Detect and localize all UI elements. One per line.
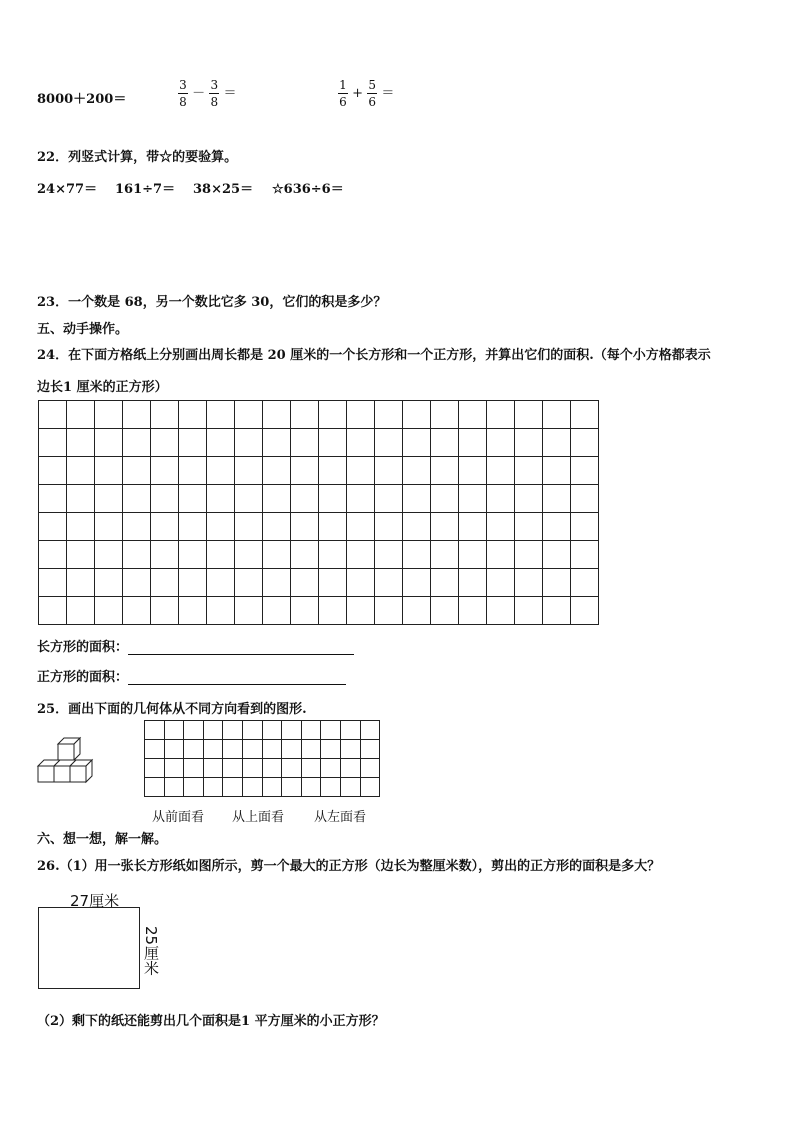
grid-cell[interactable] bbox=[151, 569, 179, 597]
grid-cell[interactable] bbox=[291, 457, 319, 485]
grid-cell[interactable] bbox=[184, 740, 204, 759]
grid-cell[interactable] bbox=[347, 569, 375, 597]
grid-cell[interactable] bbox=[95, 597, 123, 625]
grid-cell[interactable] bbox=[291, 513, 319, 541]
frac-b-num: 3 bbox=[210, 78, 219, 92]
grid-cell[interactable] bbox=[403, 597, 431, 625]
grid-cell[interactable] bbox=[403, 513, 431, 541]
grid-cell[interactable] bbox=[375, 429, 403, 457]
grid-cell[interactable] bbox=[242, 721, 262, 740]
q26-part2: （2）剩下的纸还能剪出几个面积是1 平方厘米的小正方形？ bbox=[37, 1014, 385, 1029]
grid-cell[interactable] bbox=[95, 485, 123, 513]
grid-cell[interactable] bbox=[123, 429, 151, 457]
grid-cell[interactable] bbox=[340, 759, 360, 778]
grid-cell[interactable] bbox=[67, 569, 95, 597]
q22-item-3: 38×25＝ bbox=[193, 182, 254, 197]
grid-cell[interactable] bbox=[282, 721, 302, 740]
equals-sign-2: ＝ bbox=[381, 86, 395, 101]
grid-cell[interactable] bbox=[164, 740, 184, 759]
grid-cell[interactable] bbox=[515, 429, 543, 457]
q22-item-1: 24×77＝ bbox=[37, 182, 98, 197]
fraction-subtraction bbox=[178, 78, 236, 109]
grid-cell[interactable] bbox=[487, 485, 515, 513]
grid-cell[interactable] bbox=[403, 429, 431, 457]
grid-cell[interactable] bbox=[95, 429, 123, 457]
grid-cell[interactable] bbox=[319, 485, 347, 513]
grid-cell[interactable] bbox=[145, 721, 165, 740]
grid-cell[interactable] bbox=[203, 759, 223, 778]
grid-cell[interactable] bbox=[242, 778, 262, 797]
grid-cell[interactable] bbox=[291, 429, 319, 457]
grid-cell[interactable] bbox=[123, 513, 151, 541]
grid-cell[interactable] bbox=[571, 513, 599, 541]
grid-cell[interactable] bbox=[282, 759, 302, 778]
grid-cell[interactable] bbox=[360, 740, 380, 759]
rect-area-label: 长方形的面积： bbox=[37, 640, 129, 655]
grid-cell[interactable] bbox=[571, 457, 599, 485]
fraction-addition bbox=[338, 78, 394, 109]
grid-cell[interactable] bbox=[459, 569, 487, 597]
grid-cell[interactable] bbox=[235, 429, 263, 457]
grid-cell[interactable] bbox=[515, 597, 543, 625]
grid-cell[interactable] bbox=[347, 429, 375, 457]
section-6-title: 六、想一想，解一解。 bbox=[37, 832, 168, 847]
grid-cell[interactable] bbox=[235, 457, 263, 485]
grid-cell[interactable] bbox=[459, 541, 487, 569]
grid-cell[interactable] bbox=[347, 485, 375, 513]
cube-solid-figure bbox=[36, 736, 108, 788]
grid-cell[interactable] bbox=[403, 569, 431, 597]
grid-cell[interactable] bbox=[340, 721, 360, 740]
frac-c-num: 1 bbox=[339, 78, 347, 92]
grid-cell[interactable] bbox=[301, 740, 321, 759]
grid-cell[interactable] bbox=[179, 541, 207, 569]
frac-d-num: 5 bbox=[368, 78, 376, 92]
grid-cell[interactable] bbox=[151, 597, 179, 625]
grid-cell[interactable] bbox=[431, 541, 459, 569]
grid-cell[interactable] bbox=[571, 541, 599, 569]
grid-cell[interactable] bbox=[431, 457, 459, 485]
grid-cell[interactable] bbox=[223, 759, 243, 778]
q22-item-2: 161÷7＝ bbox=[115, 182, 176, 197]
grid-cell[interactable] bbox=[151, 513, 179, 541]
equals-sign: ＝ bbox=[223, 86, 237, 101]
grid-cell[interactable] bbox=[164, 778, 184, 797]
grid-cell[interactable] bbox=[95, 541, 123, 569]
grid-cell[interactable] bbox=[207, 457, 235, 485]
grid-cell[interactable] bbox=[223, 778, 243, 797]
grid-cell[interactable] bbox=[360, 759, 380, 778]
grid-cell[interactable] bbox=[571, 569, 599, 597]
grid-cell[interactable] bbox=[151, 429, 179, 457]
grid-cell[interactable] bbox=[223, 740, 243, 759]
grid-cell[interactable] bbox=[179, 597, 207, 625]
view-left-label: 从左面看 bbox=[314, 810, 367, 825]
grid-cell[interactable] bbox=[262, 740, 282, 759]
grid-cell[interactable] bbox=[67, 401, 95, 429]
grid-cell[interactable] bbox=[375, 513, 403, 541]
grid-cell[interactable] bbox=[319, 541, 347, 569]
grid-cell[interactable] bbox=[543, 541, 571, 569]
grid-cell[interactable] bbox=[319, 429, 347, 457]
grid-cell[interactable] bbox=[571, 485, 599, 513]
grid-cell[interactable] bbox=[431, 513, 459, 541]
grid-cell[interactable] bbox=[459, 597, 487, 625]
grid-cell[interactable] bbox=[403, 485, 431, 513]
q23-title: 23．一个数是 68，另一个数比它多 30，它们的积是多少？ bbox=[37, 295, 387, 310]
grid-cell[interactable] bbox=[95, 457, 123, 485]
grid-cell[interactable] bbox=[242, 740, 262, 759]
grid-cell[interactable] bbox=[360, 721, 380, 740]
grid-cell[interactable] bbox=[207, 569, 235, 597]
grid-cell[interactable] bbox=[515, 401, 543, 429]
grid-cell[interactable] bbox=[235, 485, 263, 513]
grid-cell[interactable] bbox=[291, 569, 319, 597]
grid-cell[interactable] bbox=[403, 401, 431, 429]
grid-cell[interactable] bbox=[321, 721, 341, 740]
grid-cell[interactable] bbox=[145, 740, 165, 759]
grid-cell[interactable] bbox=[375, 485, 403, 513]
grid-cell[interactable] bbox=[543, 429, 571, 457]
grid-cell[interactable] bbox=[487, 597, 515, 625]
grid-cell[interactable] bbox=[123, 541, 151, 569]
q25-title: 25．画出下面的几何体从不同方向看到的图形. bbox=[37, 702, 307, 717]
grid-cell[interactable] bbox=[262, 759, 282, 778]
grid-cell[interactable] bbox=[347, 513, 375, 541]
grid-cell[interactable] bbox=[340, 740, 360, 759]
grid-cell[interactable] bbox=[207, 541, 235, 569]
q26-part1: 26.（1）用一张长方形纸如图所示，剪一个最大的正方形（边长为整厘米数），剪出的正方形的面积是多大？ bbox=[37, 859, 661, 874]
grid-cell[interactable] bbox=[291, 541, 319, 569]
q24-title-line2: 边长1 厘米的正方形） bbox=[37, 380, 168, 395]
grid-cell[interactable] bbox=[263, 485, 291, 513]
square-area-row bbox=[37, 666, 346, 685]
grid-cell[interactable] bbox=[347, 541, 375, 569]
grid-cell[interactable] bbox=[235, 541, 263, 569]
grid-cell[interactable] bbox=[321, 778, 341, 797]
grid-cell[interactable] bbox=[95, 401, 123, 429]
grid-cell[interactable] bbox=[301, 778, 321, 797]
grid-cell[interactable] bbox=[39, 485, 67, 513]
grid-cell[interactable] bbox=[164, 759, 184, 778]
view-top-label: 从上面看 bbox=[232, 810, 285, 825]
rect-area-row bbox=[37, 636, 354, 655]
grid-cell[interactable] bbox=[347, 401, 375, 429]
plus-sign: + bbox=[352, 86, 364, 101]
grid-cell[interactable] bbox=[282, 740, 302, 759]
grid-cell[interactable] bbox=[319, 597, 347, 625]
grid-cell[interactable] bbox=[431, 429, 459, 457]
grid-cell[interactable] bbox=[319, 513, 347, 541]
grid-cell[interactable] bbox=[459, 401, 487, 429]
grid-cell[interactable] bbox=[487, 457, 515, 485]
grid-cell[interactable] bbox=[487, 429, 515, 457]
grid-cell[interactable] bbox=[291, 401, 319, 429]
grid-cell[interactable] bbox=[543, 457, 571, 485]
grid-cell[interactable] bbox=[263, 457, 291, 485]
grid-cell[interactable] bbox=[375, 597, 403, 625]
expr-8000-plus-200: 8000＋200＝ bbox=[37, 92, 127, 107]
frac-a-den: 8 bbox=[179, 95, 187, 109]
q22-title: 22．列竖式计算，带☆的要验算。 bbox=[37, 150, 238, 165]
frac-d-den: 6 bbox=[368, 95, 376, 109]
grid-cell[interactable] bbox=[487, 541, 515, 569]
grid-cell[interactable] bbox=[319, 569, 347, 597]
grid-cell[interactable] bbox=[543, 597, 571, 625]
grid-cell[interactable] bbox=[95, 513, 123, 541]
grid-cell[interactable] bbox=[282, 778, 302, 797]
grid-cell[interactable] bbox=[179, 569, 207, 597]
grid-cell[interactable] bbox=[340, 778, 360, 797]
grid-cell[interactable] bbox=[203, 740, 223, 759]
grid-cell[interactable] bbox=[67, 597, 95, 625]
grid-cell[interactable] bbox=[39, 541, 67, 569]
grid-cell[interactable] bbox=[347, 457, 375, 485]
grid-cell[interactable] bbox=[321, 759, 341, 778]
grid-cell[interactable] bbox=[291, 597, 319, 625]
grid-cell[interactable] bbox=[235, 597, 263, 625]
grid-cell[interactable] bbox=[203, 721, 223, 740]
grid-cell[interactable] bbox=[39, 513, 67, 541]
grid-cell[interactable] bbox=[347, 597, 375, 625]
grid-cell[interactable] bbox=[571, 597, 599, 625]
grid-cell[interactable] bbox=[487, 569, 515, 597]
grid-cell[interactable] bbox=[151, 457, 179, 485]
grid-cell[interactable] bbox=[487, 513, 515, 541]
grid-cell[interactable] bbox=[515, 485, 543, 513]
grid-cell[interactable] bbox=[179, 485, 207, 513]
grid-cell[interactable] bbox=[145, 759, 165, 778]
q22-item-4: ☆636÷6＝ bbox=[272, 182, 344, 197]
grid-cell[interactable] bbox=[207, 401, 235, 429]
grid-cell[interactable] bbox=[262, 778, 282, 797]
grid-cell[interactable] bbox=[184, 721, 204, 740]
grid-cell[interactable] bbox=[571, 429, 599, 457]
grid-cell[interactable] bbox=[207, 513, 235, 541]
grid-cell[interactable] bbox=[39, 401, 67, 429]
grid-cell[interactable] bbox=[67, 457, 95, 485]
grid-cell[interactable] bbox=[263, 597, 291, 625]
grid-cell[interactable] bbox=[301, 721, 321, 740]
grid-cell[interactable] bbox=[375, 569, 403, 597]
frac-c-den: 6 bbox=[339, 95, 347, 109]
grid-cell[interactable] bbox=[262, 721, 282, 740]
grid-cell[interactable] bbox=[207, 597, 235, 625]
grid-cell[interactable] bbox=[123, 457, 151, 485]
grid-cell[interactable] bbox=[203, 778, 223, 797]
grid-cell[interactable] bbox=[123, 569, 151, 597]
grid-cell[interactable] bbox=[207, 429, 235, 457]
grid-cell[interactable] bbox=[242, 759, 262, 778]
grid-cell[interactable] bbox=[263, 569, 291, 597]
grid-cell[interactable] bbox=[184, 759, 204, 778]
grid-cell[interactable] bbox=[151, 485, 179, 513]
grid-cell[interactable] bbox=[67, 485, 95, 513]
paper-width-label: 27厘米 bbox=[70, 892, 120, 910]
grid-cell[interactable] bbox=[179, 401, 207, 429]
grid-cell[interactable] bbox=[459, 513, 487, 541]
grid-cell[interactable] bbox=[95, 569, 123, 597]
grid-cell[interactable] bbox=[431, 569, 459, 597]
grid-cell[interactable] bbox=[571, 401, 599, 429]
grid-cell[interactable] bbox=[123, 485, 151, 513]
grid-cell[interactable] bbox=[179, 429, 207, 457]
grid-cell[interactable] bbox=[515, 541, 543, 569]
grid-cell[interactable] bbox=[223, 721, 243, 740]
grid-cell[interactable] bbox=[543, 401, 571, 429]
grid-cell[interactable] bbox=[67, 429, 95, 457]
frac-b-den: 8 bbox=[210, 95, 219, 109]
grid-cell[interactable] bbox=[235, 401, 263, 429]
grid-cell[interactable] bbox=[321, 740, 341, 759]
grid-cell[interactable] bbox=[403, 457, 431, 485]
grid-cell[interactable] bbox=[145, 778, 165, 797]
grid-cell[interactable] bbox=[459, 485, 487, 513]
grid-cell[interactable] bbox=[207, 485, 235, 513]
grid-cell[interactable] bbox=[319, 401, 347, 429]
grid-cell[interactable] bbox=[179, 513, 207, 541]
grid-cell[interactable] bbox=[151, 401, 179, 429]
grid-cell[interactable] bbox=[263, 429, 291, 457]
grid-cell[interactable] bbox=[67, 513, 95, 541]
grid-cell[interactable] bbox=[360, 778, 380, 797]
grid-cell[interactable] bbox=[235, 569, 263, 597]
grid-cell[interactable] bbox=[375, 457, 403, 485]
q24-grid-paper[interactable] bbox=[38, 400, 599, 625]
q24-title-line1: 24．在下面方格纸上分别画出周长都是 20 厘米的一个长方形和一个正方形，并算出它们的面积.（每个小方格都表示 bbox=[37, 348, 711, 363]
grid-cell[interactable] bbox=[459, 429, 487, 457]
grid-cell[interactable] bbox=[301, 759, 321, 778]
grid-cell[interactable] bbox=[515, 513, 543, 541]
grid-cell[interactable] bbox=[39, 457, 67, 485]
grid-cell[interactable] bbox=[431, 597, 459, 625]
grid-cell[interactable] bbox=[67, 541, 95, 569]
paper-height-label: 25厘米 bbox=[142, 926, 160, 976]
frac-a-num: 3 bbox=[179, 78, 187, 92]
minus-sign: － bbox=[192, 86, 206, 101]
grid-cell[interactable] bbox=[291, 485, 319, 513]
grid-cell[interactable] bbox=[487, 401, 515, 429]
square-area-label: 正方形的面积： bbox=[37, 670, 129, 685]
grid-cell[interactable] bbox=[39, 429, 67, 457]
section-5-title: 五、动手操作。 bbox=[37, 322, 129, 337]
grid-cell[interactable] bbox=[123, 401, 151, 429]
grid-cell[interactable] bbox=[515, 569, 543, 597]
grid-cell[interactable] bbox=[263, 513, 291, 541]
rectangle-paper bbox=[38, 907, 140, 989]
grid-cell[interactable] bbox=[431, 485, 459, 513]
grid-cell[interactable] bbox=[164, 721, 184, 740]
grid-cell[interactable] bbox=[543, 485, 571, 513]
grid-cell[interactable] bbox=[543, 513, 571, 541]
grid-cell[interactable] bbox=[431, 401, 459, 429]
square-area-answer-line[interactable] bbox=[128, 672, 346, 685]
grid-cell[interactable] bbox=[263, 541, 291, 569]
grid-cell[interactable] bbox=[375, 541, 403, 569]
view-front-label: 从前面看 bbox=[152, 810, 205, 825]
grid-cell[interactable] bbox=[543, 569, 571, 597]
grid-cell[interactable] bbox=[179, 457, 207, 485]
grid-cell[interactable] bbox=[235, 513, 263, 541]
grid-cell[interactable] bbox=[184, 778, 204, 797]
rect-area-answer-line[interactable] bbox=[128, 642, 354, 655]
grid-cell[interactable] bbox=[403, 541, 431, 569]
grid-cell[interactable] bbox=[39, 569, 67, 597]
grid-cell[interactable] bbox=[375, 401, 403, 429]
q25-view-grid[interactable] bbox=[144, 720, 380, 797]
grid-cell[interactable] bbox=[459, 457, 487, 485]
grid-cell[interactable] bbox=[123, 597, 151, 625]
grid-cell[interactable] bbox=[39, 597, 67, 625]
grid-cell[interactable] bbox=[151, 541, 179, 569]
grid-cell[interactable] bbox=[319, 457, 347, 485]
grid-cell[interactable] bbox=[515, 457, 543, 485]
grid-cell[interactable] bbox=[263, 401, 291, 429]
